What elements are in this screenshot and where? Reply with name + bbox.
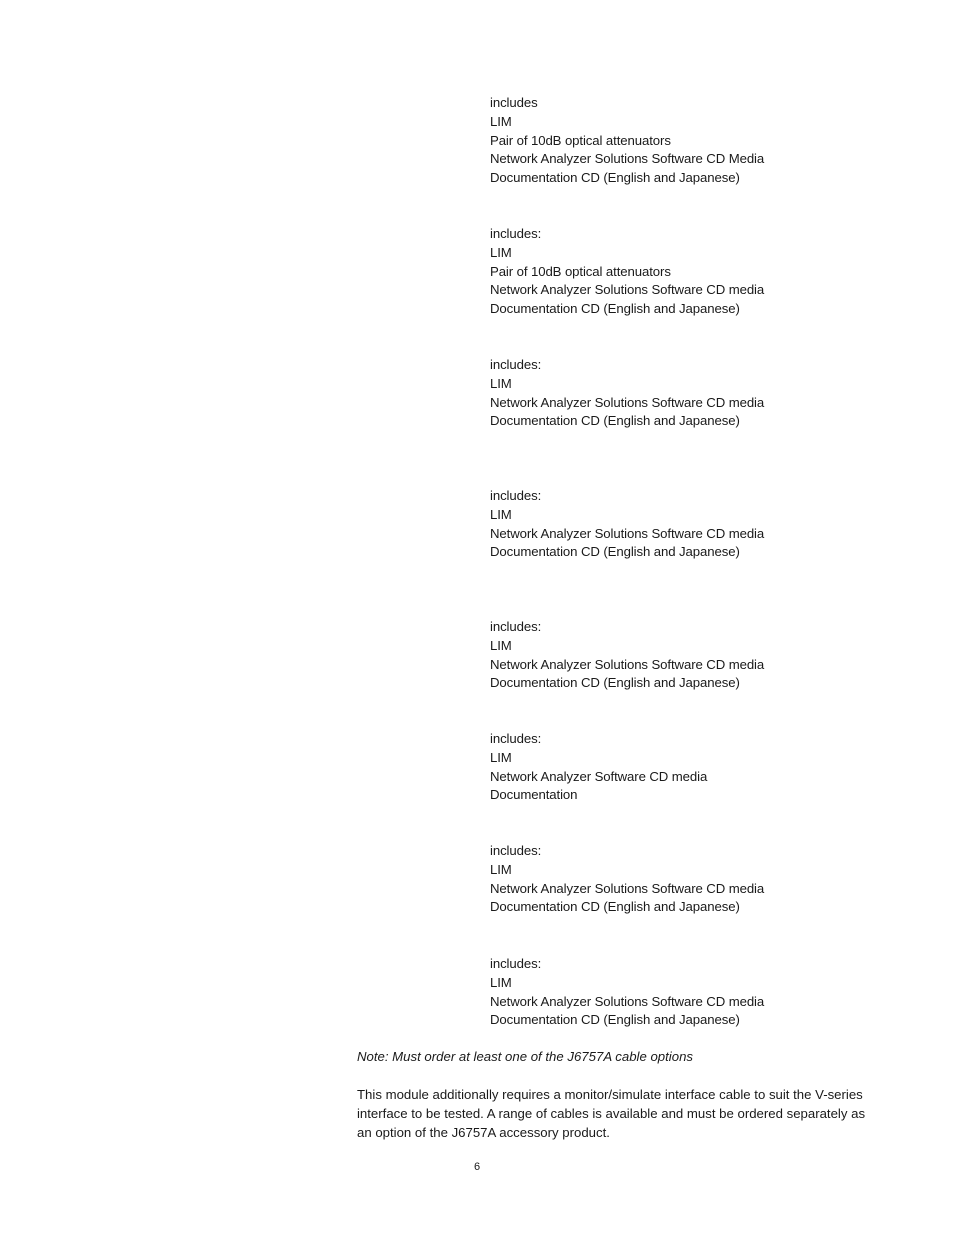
block-line: includes: xyxy=(490,731,542,746)
includes-block-5 xyxy=(490,618,764,693)
block-line: LIM xyxy=(490,375,512,391)
block-line: Network Analyzer Solutions Software CD Media xyxy=(490,151,765,167)
block-line: Documentation CD (English and Japanese) xyxy=(490,899,740,915)
includes-block-4 xyxy=(490,487,764,562)
cable-option-note: Note: Must order at least one of the J6757A cable options xyxy=(357,1049,693,1064)
block-line: includes: xyxy=(490,843,542,858)
block-line: Documentation CD (English and Japanese) xyxy=(490,413,740,429)
block-line: Documentation CD (English and Japanese) xyxy=(490,170,740,186)
block-line: includes: xyxy=(490,956,542,971)
paragraph-line: This module additionally requires a monitor/simulate interface cable to suit the V-series xyxy=(357,1087,863,1102)
block-line: LIM xyxy=(490,113,512,129)
block-line: Documentation CD (English and Japanese) xyxy=(490,675,740,691)
includes-block-6 xyxy=(490,730,707,805)
block-line: includes: xyxy=(490,488,542,503)
block-line: Documentation CD (English and Japanese) xyxy=(490,301,740,317)
block-line: LIM xyxy=(490,244,512,260)
block-line: Documentation xyxy=(490,787,578,803)
block-line: includes: xyxy=(490,619,542,634)
block-line: Documentation CD (English and Japanese) xyxy=(490,544,740,560)
includes-block-3 xyxy=(490,356,764,431)
block-line: Network Analyzer Solutions Software CD media xyxy=(490,394,765,410)
block-line: includes: xyxy=(490,357,542,372)
block-line: Network Analyzer Solutions Software CD media xyxy=(490,993,765,1009)
block-line: includes: xyxy=(490,226,542,241)
block-line: Network Analyzer Solutions Software CD media xyxy=(490,525,765,541)
block-line: Network Analyzer Solutions Software CD media xyxy=(490,656,765,672)
block-line: LIM xyxy=(490,506,512,522)
block-line: Network Analyzer Software CD media xyxy=(490,768,708,784)
includes-block-2 xyxy=(490,225,764,319)
block-line: Documentation CD (English and Japanese) xyxy=(490,1012,740,1028)
block-line: LIM xyxy=(490,749,512,765)
block-line: LIM xyxy=(490,974,512,990)
block-line: LIM xyxy=(490,637,512,653)
includes-block-7 xyxy=(490,842,764,917)
includes-block-1 xyxy=(490,94,764,188)
paragraph-line: an option of the J6757A accessory product. xyxy=(357,1124,610,1140)
block-line: Pair of 10dB optical attenuators xyxy=(490,132,671,148)
paragraph-line: interface to be tested. A range of cables is available and must be ordered separately as xyxy=(357,1105,866,1121)
block-line: Pair of 10dB optical attenuators xyxy=(490,263,671,279)
interface-cable-paragraph xyxy=(357,1086,866,1142)
block-line: Network Analyzer Solutions Software CD media xyxy=(490,880,765,896)
block-line: LIM xyxy=(490,861,512,877)
block-line: includes xyxy=(490,95,538,110)
block-line: Network Analyzer Solutions Software CD media xyxy=(490,282,765,298)
page-number: 6 xyxy=(474,1161,481,1173)
includes-block-8 xyxy=(490,955,764,1030)
